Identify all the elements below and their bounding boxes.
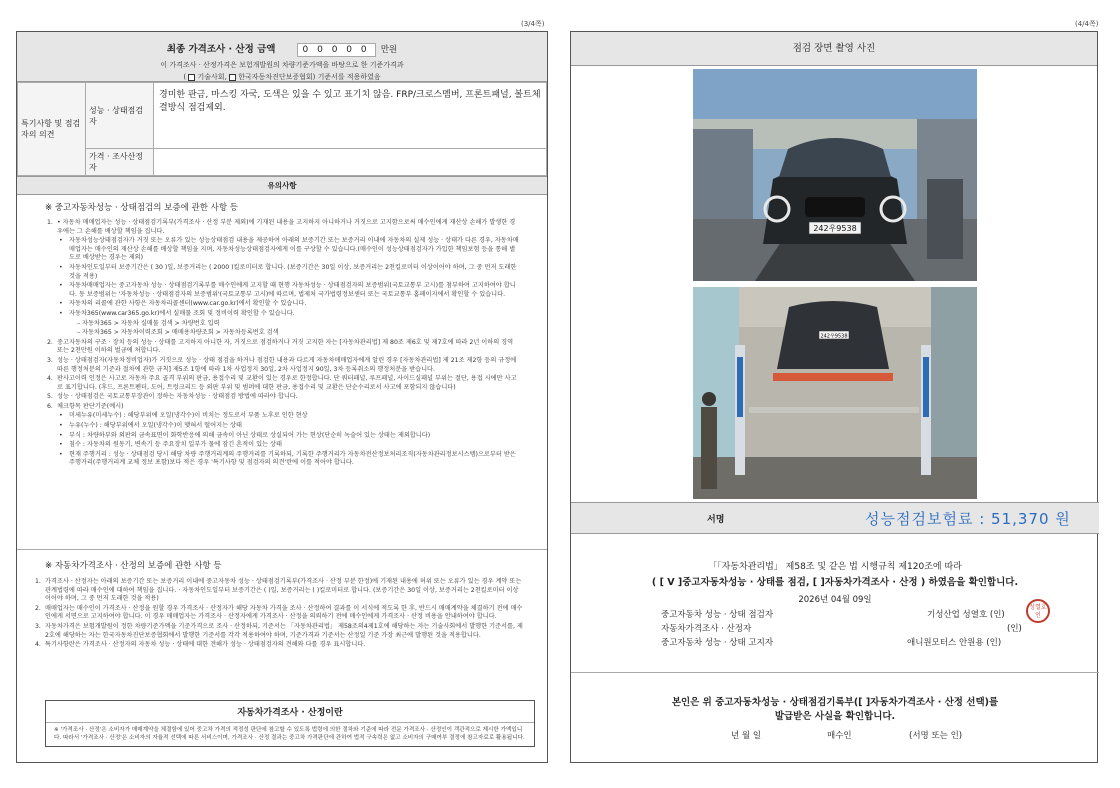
list-item xyxy=(47,310,521,319)
list-item-marker: 4. xyxy=(35,641,41,649)
opinion-label: 특기사항 및 점검자의 의견 xyxy=(18,83,86,176)
list-item-text: • 자동차 매매업자는 성능 · 상태점검기록부(가격조사 · 산정 부분 제외)에 기재된 내용을 고지하지 아니하거나 거짓으로 고지함으로써 매수인에게 재산상 손해가 발생한 경우에는 그 손해를 배상할 책임을 집니다. xyxy=(57,219,516,235)
price-assessment-title: 자동차가격조사 · 산정이란 xyxy=(46,701,534,723)
name-notifier: 애니원모터스 안원용 (인) xyxy=(907,638,1002,648)
final-price-title: 최종 가격조사 · 산정 금액 xyxy=(166,44,276,55)
plate-number-rear: 242우9538 xyxy=(820,333,848,340)
receipt-date: 년 월 일 xyxy=(731,731,762,741)
list-item-marker: 3. xyxy=(35,622,41,630)
name-inspector: 기성산업 성열호 (인) xyxy=(927,610,1005,620)
list-item-marker: • xyxy=(59,300,63,308)
price-assessment-body: ※ '가격조사 · 산정'은 소비자가 매매계약을 체결함에 있어 중고차 가격의 적정성 판단에 참고할 수 있도록 법령에 의한 절차와 기준에 따라 전문 가격조사 · 산정인이 객관적으로 제시한 가액입니다. 따라서 '가격조사 · 산정'은 소비자의 자율적 선택에 따른 서비스이며, 가격조사 · 산정 결과는 중고차 가격판단에 관하여 법적 구속력은 없고 소비자의 구매여부 결정에 참고자료로 활용됩니다. xyxy=(54,727,525,741)
page-number-left: (3/4쪽) xyxy=(521,20,545,28)
list-item xyxy=(47,432,521,441)
list-item xyxy=(35,623,523,640)
list-item xyxy=(35,605,523,622)
list-item xyxy=(47,357,521,374)
list-item-marker: • xyxy=(59,412,63,420)
checkbox-tech-society[interactable] xyxy=(188,74,195,81)
inspection-fee: 성능점검보험료 : 51,370 원 xyxy=(865,510,1071,528)
name-assessor: (인) xyxy=(1007,624,1022,634)
red-seal-stamp: 성열호인 xyxy=(1026,599,1050,623)
final-price-note: 이 가격조사 · 산정가격은 보험개발원의 차량기준가액을 바탕으로 한 기준가격과 xyxy=(160,61,404,69)
list-item-text: 특기사항란은 가격조사 · 산정자의 자동차 성능 · 상태에 대한 견해가 성능 · 상태점검자의 견해와 다를 경우 표시합니다. xyxy=(45,641,366,649)
list-item-text: 자동차가격은 보험개발원이 정한 차량기준가액을 기준가격으로 조사 · 산정하되, 기준서는 「자동차관리법」 제58조의4제1호에 해당하는 자는 기술사회에서 발행한 기준서를, 제2호에 해당하는 자는 한국자동차진단보증협회에서 발행한 기준서를 각각 적용하여야 하며, 기준가격과 기준서는 산정일 기준 가장 최근에 발행된 것을 적용합니다. xyxy=(45,622,523,639)
list-item-text: 자동차매매업자는 중고자동차 성능 · 상태점검기록부를 매수인에게 고지할 때 현행 자동차성능 · 상태점검자의 보증범위(국토교통부 고시)를 첨부하여 고지하여야 합니다. 동 보증범위는 '자동차성능 · 상태점검자의 보증범위'(국토교통부 고시)에 따르며, 법제처 국가법령정보센터 또는 국토교통부 홈페이지에서 확인할 수 있습니다. xyxy=(69,282,516,298)
page-3 xyxy=(16,31,548,763)
signature-label: 서명 xyxy=(707,515,725,525)
final-price-unit: 만원 xyxy=(380,45,398,55)
list-item-text: 현재 주행거리 : 성능 · 상태점검 당시 해당 차량 주행거리계의 주행거리를 기록하되, 기록한 주행거리가 자동차전산정보처리조직(자동차관리정보시스템)으로부터 받은 주행거리(주행거리계 교체 정보 포함)보다 적은 경우 '특기사항 및 점검자의 의견'란에 이를 적어야 합니다. xyxy=(69,450,516,467)
list-item-marker: • xyxy=(59,282,63,290)
list-item xyxy=(47,282,521,299)
list-item xyxy=(47,264,521,281)
price-assessment-box xyxy=(45,700,535,747)
list-item-marker: 4. xyxy=(47,375,53,383)
list-item xyxy=(35,578,523,604)
list-item xyxy=(47,412,521,421)
page-4 xyxy=(570,31,1098,763)
list-item-marker: 5. xyxy=(47,393,53,401)
role-inspector: 중고자동차 성능 · 상태 점검자 xyxy=(661,610,774,620)
list-item-text: 중고자동차의 구조 · 장치 등의 성능 · 상태를 고지하지 아니한 자, 거짓으로 점검하거나 거짓 고지한 자는 [자동차관리법] 제 80조 제6호 및 제7호에 따라 2년 이하의 징역 또는 2천만원 이하의 벌금에 처합니다. xyxy=(57,338,514,355)
list-item-text: 성능 · 상태점검은 국토교통부장관이 정하는 자동차성능 · 상태점검 방법에 따라야 합니다. xyxy=(57,393,298,401)
list-item-text: 자동차의 리콜에 관한 사항은 자동차리콜센터(www.car.go.kr)에서 확인할 수 있습니다. xyxy=(69,300,307,308)
plate-number-front: 242우9538 xyxy=(813,224,857,233)
list-item-marker: 3. xyxy=(47,356,53,364)
list-item xyxy=(47,320,521,329)
note-tech-society: 기술사회, xyxy=(197,73,227,81)
list-item-marker: 1. xyxy=(47,219,53,226)
list-item-text: 자동차인도일부터 보증기간은 ( 30 )일, 보증거리는 ( 2000 )킬로미터로 합니다. (보증기간은 30일 이상, 보증거리는 2천킬로미터 이상이어야 하며, 그 중 먼저 도래한 것을 적용) xyxy=(69,263,517,280)
list-item-marker: • xyxy=(59,422,63,430)
list-item xyxy=(47,300,521,309)
checkbox-diag-association[interactable] xyxy=(229,74,236,81)
list-item-text: 체크항목 판단기준(예시) xyxy=(57,402,124,410)
list-item-marker: 6. xyxy=(47,402,53,410)
list-item-text: 자동차성능상태점검자가 거짓 또는 오류가 있는 성능상태점검 내용을 제공하여 아래의 보증기간 또는 보증거리 이내에 자동차의 실제 성능 · 상태가 다른 경우, 자동차매매업자는 매수인의 재산상 손해를 배상할 책임을 지며, 자동차성능상태점검자에게 이를 구상할 수 있습니다.(매수인이 성능상태점검자가 가입한 책임보험 등을 통해 별도로 배상받는 경우는 제외) xyxy=(69,237,519,262)
list-item-text: – 자동차365 > 자동차 실매물 검색 > 차량번호 입력 xyxy=(77,319,220,327)
inspection-photo-front xyxy=(693,69,977,281)
list-item xyxy=(47,329,521,338)
note-diag-association: 한국자동차진단보증협회) 기준서를 적용하였음 xyxy=(238,73,381,81)
list-item xyxy=(47,422,521,431)
list-item-marker: • xyxy=(59,237,63,245)
list-item-text: 부식 : 차량하부와 외판의 금속표면이 화학반응에 의해 금속이 아닌 상태로 상실되어 가는 현상(단순히 녹슬어 있는 상태는 제외합니다) xyxy=(69,431,431,439)
page-number-right: (4/4쪽) xyxy=(1075,20,1099,28)
list-item-text: 자동차365(www.car365.go.kr)에서 실매물 조회 및 정비이력 확인할 수 있습니다. xyxy=(69,309,295,317)
list-item-marker: • xyxy=(59,431,63,439)
notice-title: 유의사항 xyxy=(17,176,547,195)
buyer-label: 매수인 xyxy=(827,731,852,741)
list-item xyxy=(47,393,521,402)
photo-title: 점검 장면 촬영 사진 xyxy=(571,32,1097,66)
list-item-text: 판사고이력 인정은 사고로 자동차 주요 골격 부위의 판금, 용접수리 및 교환이 있는 경우로 한정합니다. 단 쿼터패널, 루프패널, 사이드실패널 부위는 절단, 용접 시에만 사고로 표기합니다. (후드, 프론트펜더, 도어, 트렁크리드 등 외판 부위 및 범퍼에 대한 판금, 용접수리 및 교환은 단순수리로서 사고에 포함되지 않습니다) xyxy=(57,375,517,391)
buyer-signature[interactable]: (서명 또는 인) xyxy=(909,731,963,741)
perf-inspector-opinion: 경미한 판금, 마스킹 자국, 도색은 있을 수 있고 표기치 않음. FRP/크로스멤버, 프론트패널, 볼트체결방식 점검제외. xyxy=(154,83,547,149)
law-line-2: ( [ V ]중고자동차성능 · 상태를 점검, [ ]자동차가격조사 · 산정 ) 하였음을 확인합니다. xyxy=(651,577,1019,588)
list-item-marker: 2. xyxy=(47,338,53,346)
list-item-marker: 1. xyxy=(35,578,41,585)
list-item-marker: • xyxy=(59,441,63,449)
list-item xyxy=(47,451,521,468)
list-item-text: 성능 · 상태점검자(자동차정비업자)가 거짓으로 성능 · 상태 점검을 하거나 점검한 내용과 다르게 자동차매매업자에게 알린 경우 [자동차관리법] 제 21조 제2항 등의 규정에 따른 행정처분의 기준과 절차에 관한 규칙] 제5조 1항에 따라 1차 사업정지 30일, 2차 사업정지 90일, 3차 등록취소의 행정처분을 받습니다. xyxy=(57,356,517,373)
notice-list xyxy=(17,219,547,468)
list-item xyxy=(47,375,521,392)
role-notifier: 중고자동차 성능 · 상태 고지자 xyxy=(661,638,774,648)
role-assessor: 자동차가격조사 · 산정자 xyxy=(661,624,752,634)
price-guarantee-list xyxy=(17,578,549,651)
price-assessor-label: 가격 · 조사산정자 xyxy=(86,149,154,176)
list-item xyxy=(47,237,521,263)
final-price-amount: 0 0 0 0 0 xyxy=(297,43,376,57)
list-item-text: 매매업자는 매수인이 가격조사 · 산정을 원할 경우 가격조사 · 산정자가 해당 자동차 가격을 조사 · 산정하여 결과를 이 서식에 적도록 한 후, 반드시 매매계약을 체결하기 전에 매수인에게 서면으로 고지하여야 합니다. 이 경우 매매업자는 가격조사 · 산정자에게 가격조사 · 산정을 의뢰하기 전에 매수인에게 가격조사 · 산정 비용을 안내하여야 합니다. xyxy=(45,604,523,621)
list-item xyxy=(47,403,521,412)
list-item-text: 미세누유(미세누수) : 해당부위에 오일(냉각수)이 비치는 정도로서 부품 노후로 인한 현상 xyxy=(69,412,308,420)
guarantee-title: ※ 중고자동차성능 · 상태점검의 보증에 관한 사항 등 xyxy=(45,203,238,213)
price-guarantee-title: ※ 자동차가격조사 · 산정의 보증에 관한 사항 등 xyxy=(45,561,222,571)
list-item xyxy=(47,339,521,356)
signature-row xyxy=(571,502,1099,534)
note-open: ( xyxy=(183,73,187,81)
list-item-marker: • xyxy=(59,450,63,458)
receipt-line-1: 본인은 위 중고자동차성능 · 상태점검기록부([ ]자동차가격조사 · 산정 선택)를 xyxy=(671,697,999,708)
law-line-1: 「「자동차관리법」 제58조 및 같은 법 시행규칙 제120조에 따라 xyxy=(708,562,962,572)
receipt-line-2: 발급받은 사실을 확인합니다. xyxy=(774,711,896,722)
list-item xyxy=(47,441,521,450)
list-item-text: 누유(누수) : 해당부위에서 오일(냉각수)이 맺혀서 떨어지는 상태 xyxy=(69,422,242,430)
confirm-date: 2026년 04월 09일 xyxy=(798,595,872,605)
inspection-photo-lift xyxy=(693,287,977,499)
list-item-text: – 자동차365 > 자동차이력조회 > 매매용차량조회 > 자동차등록번호 검색 xyxy=(77,329,279,337)
list-item-marker: 2. xyxy=(35,604,41,612)
price-assessor-opinion xyxy=(154,149,547,176)
list-item-marker: • xyxy=(59,263,63,271)
list-item-text: 가격조사 · 산정자는 아래의 보증기간 또는 보증거리 이내에 중고자동차 성능 · 상태점검기록부(가격조사 · 산정 부분 한정)에 기재된 내용에 허위 또는 오류가 있는 경우 계약 또는 관계법령에 따라 매수인에 대하여 책임을 집니다. · 자동차인도일부터 보증기간은 ( )일, 보증거리는 ( )킬로미터로 합니다. (보증기간은 30일 이상, 보증거리는 2천킬로미터 이상이어야 하며, 그 중 먼저 도래한 것을 적용) xyxy=(45,578,522,603)
final-price-header xyxy=(17,32,547,82)
list-item-text: 침수 : 자동차의 원동기, 변속기 등 주요장치 일부가 물에 잠긴 흔적이 있는 상태 xyxy=(69,441,282,449)
perf-inspector-label: 성능 · 상태점검자 xyxy=(86,83,154,149)
list-item xyxy=(35,641,523,650)
opinion-table xyxy=(17,82,547,176)
list-item-marker: • xyxy=(59,309,63,317)
list-item xyxy=(47,219,521,236)
